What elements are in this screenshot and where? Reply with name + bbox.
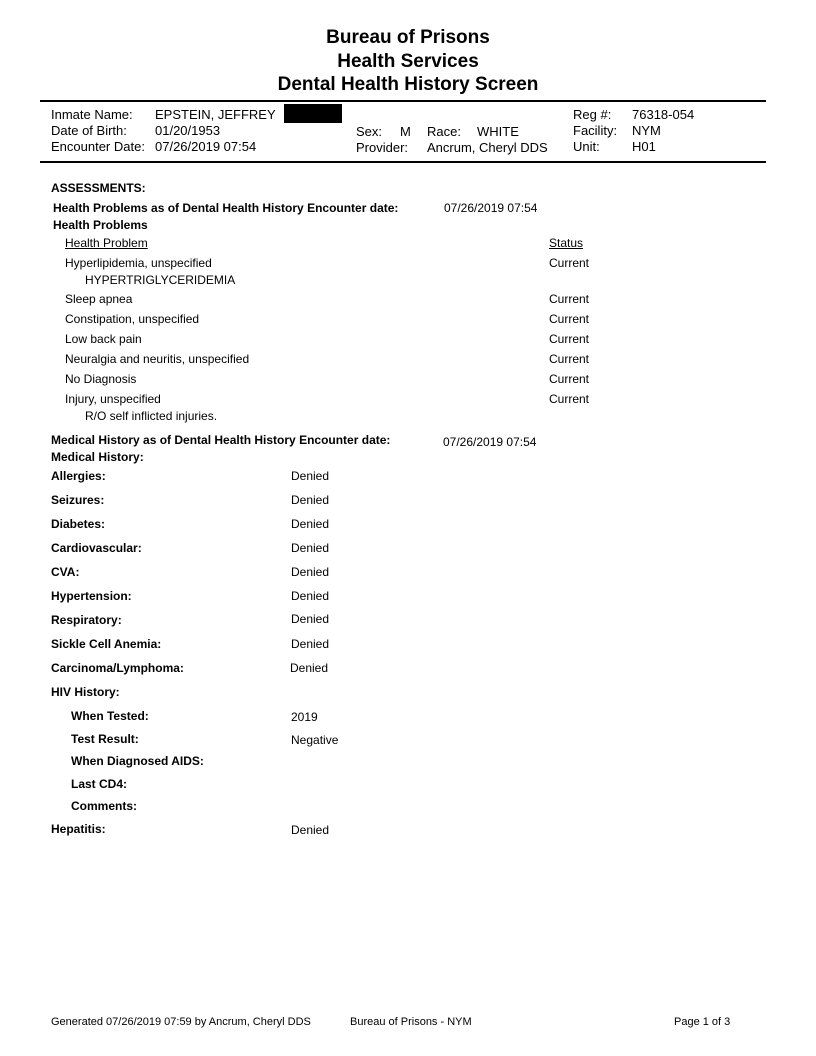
history-label: Allergies: bbox=[51, 469, 106, 483]
footer-facility: Bureau of Prisons - NYM bbox=[350, 1016, 472, 1028]
medical-history-subheading: Medical History: bbox=[51, 450, 144, 464]
problem-name: Low back pain bbox=[65, 332, 142, 346]
history-label: Respiratory: bbox=[51, 613, 122, 627]
problem-name: Injury, unspecified bbox=[65, 392, 161, 406]
history-value: Denied bbox=[291, 823, 330, 837]
problem-status: Current bbox=[549, 292, 590, 306]
dob-value: 01/20/1953 bbox=[155, 123, 221, 138]
history-label: Sickle Cell Anemia: bbox=[51, 637, 162, 651]
history-value: Denied bbox=[291, 612, 330, 626]
history-label: Last CD4: bbox=[71, 777, 128, 791]
inmate-name: EPSTEIN, JEFFREY bbox=[155, 107, 276, 122]
facility-value: NYM bbox=[632, 123, 661, 138]
history-value: Denied bbox=[291, 493, 330, 507]
facility-label: Facility: bbox=[573, 123, 618, 138]
history-value: Denied bbox=[291, 565, 330, 579]
reg-label: Reg #: bbox=[573, 107, 612, 122]
history-value: Denied bbox=[291, 637, 330, 651]
history-label: Diabetes: bbox=[51, 517, 106, 531]
history-value: 2019 bbox=[291, 710, 318, 724]
problem-note: HYPERTRIGLYCERIDEMIA bbox=[85, 273, 236, 287]
footer-page-number: Page 1 of 3 bbox=[674, 1016, 731, 1028]
provider-label: Provider: bbox=[356, 140, 409, 155]
history-label: Seizures: bbox=[51, 493, 105, 507]
race-value: WHITE bbox=[477, 124, 519, 139]
history-label: Carcinoma/Lymphoma: bbox=[51, 661, 184, 675]
medical-history-date: 07/26/2019 07:54 bbox=[443, 435, 537, 449]
history-label: Cardiovascular: bbox=[51, 541, 142, 555]
history-label: Test Result: bbox=[71, 732, 139, 746]
problem-status: Current bbox=[549, 392, 590, 406]
history-label: Comments: bbox=[71, 799, 138, 813]
history-label: When Tested: bbox=[71, 709, 149, 723]
column-status: Status bbox=[549, 236, 584, 250]
problem-name: No Diagnosis bbox=[65, 372, 137, 386]
problem-status: Current bbox=[549, 256, 590, 270]
history-label: HIV History: bbox=[51, 685, 120, 699]
history-value: Denied bbox=[290, 661, 329, 675]
document-title-line1: Bureau of Prisons bbox=[326, 27, 490, 48]
problem-status: Current bbox=[549, 312, 590, 326]
sex-value: M bbox=[400, 124, 411, 139]
history-label: CVA: bbox=[51, 565, 80, 579]
sex-label: Sex: bbox=[356, 124, 383, 139]
health-problems-heading: Health Problems as of Dental Health History Encounter date: bbox=[53, 201, 399, 215]
reg-value: 76318-054 bbox=[632, 107, 695, 122]
health-problems-subheading: Health Problems bbox=[53, 218, 148, 232]
column-health-problem: Health Problem bbox=[65, 236, 148, 250]
assessments-heading: ASSESSMENTS: bbox=[51, 181, 146, 195]
problem-name: Sleep apnea bbox=[65, 292, 133, 306]
history-value: Denied bbox=[291, 517, 330, 531]
inmate-name-label: Inmate Name: bbox=[51, 107, 133, 122]
problem-status: Current bbox=[549, 332, 590, 346]
document-title-line2: Health Services bbox=[337, 51, 479, 72]
problem-status: Current bbox=[549, 372, 590, 386]
unit-value: H01 bbox=[632, 139, 656, 154]
redaction-box bbox=[284, 104, 342, 123]
document-title-line3: Dental Health History Screen bbox=[277, 74, 539, 95]
problem-status: Current bbox=[549, 352, 590, 366]
history-value: Negative bbox=[291, 733, 339, 747]
header-bottom-rule bbox=[40, 161, 766, 163]
history-label: When Diagnosed AIDS: bbox=[71, 754, 204, 768]
dob-label: Date of Birth: bbox=[51, 123, 127, 138]
problem-name: Hyperlipidemia, unspecified bbox=[65, 256, 212, 270]
history-value: Denied bbox=[291, 589, 330, 603]
problem-name: Constipation, unspecified bbox=[65, 312, 200, 326]
race-label: Race: bbox=[427, 124, 461, 139]
header-top-rule bbox=[40, 100, 766, 102]
history-label: Hypertension: bbox=[51, 589, 132, 603]
history-label: Hepatitis: bbox=[51, 822, 106, 836]
unit-label: Unit: bbox=[573, 139, 600, 154]
medical-history-heading: Medical History as of Dental Health History Encounter date: bbox=[51, 433, 391, 447]
problem-note: R/O self inflicted injuries. bbox=[85, 409, 218, 423]
history-value: Denied bbox=[291, 541, 330, 555]
provider-value: Ancrum, Cheryl DDS bbox=[427, 140, 548, 155]
footer-generated: Generated 07/26/2019 07:59 by Ancrum, Cheryl DDS bbox=[51, 1016, 311, 1028]
problem-name: Neuralgia and neuritis, unspecified bbox=[65, 352, 250, 366]
health-problems-date: 07/26/2019 07:54 bbox=[444, 201, 538, 215]
encounter-date-value: 07/26/2019 07:54 bbox=[155, 139, 257, 154]
encounter-date-label: Encounter Date: bbox=[51, 139, 145, 154]
history-value: Denied bbox=[291, 469, 330, 483]
